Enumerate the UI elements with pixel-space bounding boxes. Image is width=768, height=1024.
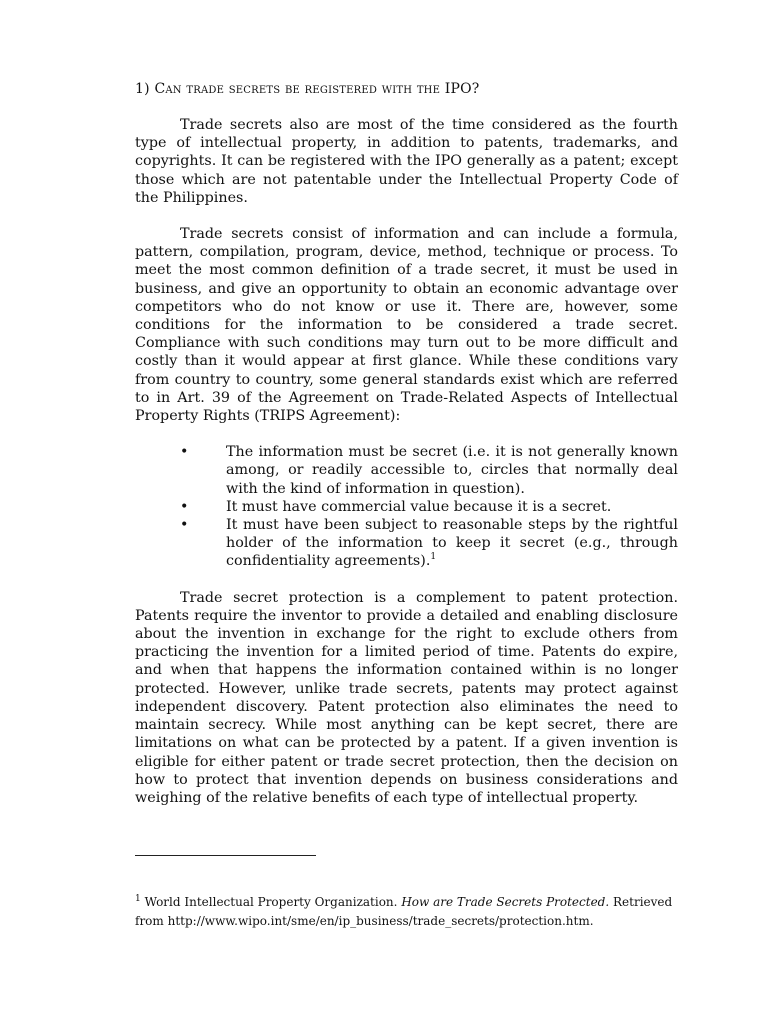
document-page	[135, 80, 678, 825]
question-text: Can trade secrets be registered with the IPO?	[154, 81, 480, 97]
footnote-url[interactable]: http://www.wipo.int/sme/en/ip_business/trade_secrets/protection.htm.	[167, 914, 594, 928]
footnote-marker: 1	[135, 894, 141, 904]
question-number: 1)	[135, 81, 150, 97]
paragraph-patent-protection: Trade secret protection is a complement to patent protection. Patents require the inventor to provide a detailed and enabling disclosure about the invention in exchange for the right to exclude others from practicing the invention for a limited period of time. Patents do expire, and when that happens the information contained within is no longer protected. However, unlike trade secrets, patents may protect against independent discovery. Patent protection also eliminates the need to maintain secrecy. While most anything can be kept secret, there are limitations on what can be protected by a patent. If a given invention is eligible for either patent or trade secret protection, then the decision on how to protect that invention depends on business considerations and weighing of the relative benefits of each type of intellectual property.	[135, 589, 678, 806]
footnote-retrieved: Retrieved from	[135, 895, 673, 928]
list-item-text: It must have been subject to reasonable steps by the rightful holder of the information to keep it secret (e.g., through confidentiality agreements).	[226, 517, 678, 570]
bullet-icon: •	[180, 517, 189, 534]
footnote-reference[interactable]: 1	[430, 552, 437, 563]
list-item-text: The information must be secret (i.e. it is not generally known among, or readily accessible to, circles that normally deal with the kind of information in question).	[226, 444, 678, 497]
footnote-title: How are Trade Secrets Protected.	[401, 895, 610, 909]
conditions-list	[135, 443, 678, 570]
list-item-text: It must have commercial value because it is a secret.	[226, 498, 612, 515]
paragraph-definition: Trade secrets consist of information and can include a formula, pattern, compilation, program, device, method, technique or process. To meet the most common definition of a trade secret, it must be used in business, and give an opportunity to obtain an economic advantage over competitors who do not know or use it. There are, however, some conditions for the information to be considered a trade secret. Compliance with such conditions may turn out to be more difficult and costly than it would appear at first glance. While these conditions vary from country to country, some general standards exist which are referred to in Art. 39 of the Agreement on Trade-Related Aspects of Intellectual Property Rights (TRIPS Agreement):	[135, 226, 678, 425]
bullet-icon: •	[180, 498, 189, 515]
list-item	[135, 516, 678, 571]
bullet-icon: •	[180, 444, 189, 461]
question-heading	[135, 80, 678, 98]
list-item	[135, 443, 678, 498]
footnote-source: World Intellectual Property Organization.	[144, 895, 398, 909]
footnote-divider	[135, 855, 316, 856]
list-item	[135, 498, 678, 516]
footnote	[135, 893, 678, 931]
paragraph-intro: Trade secrets also are most of the time considered as the fourth type of intellectual property, in addition to patents, trademarks, and copyrights. It can be registered with the IPO generally as a patent; except those which are not patentable under the Intellectual Property Code of the Philippines.	[135, 117, 678, 206]
